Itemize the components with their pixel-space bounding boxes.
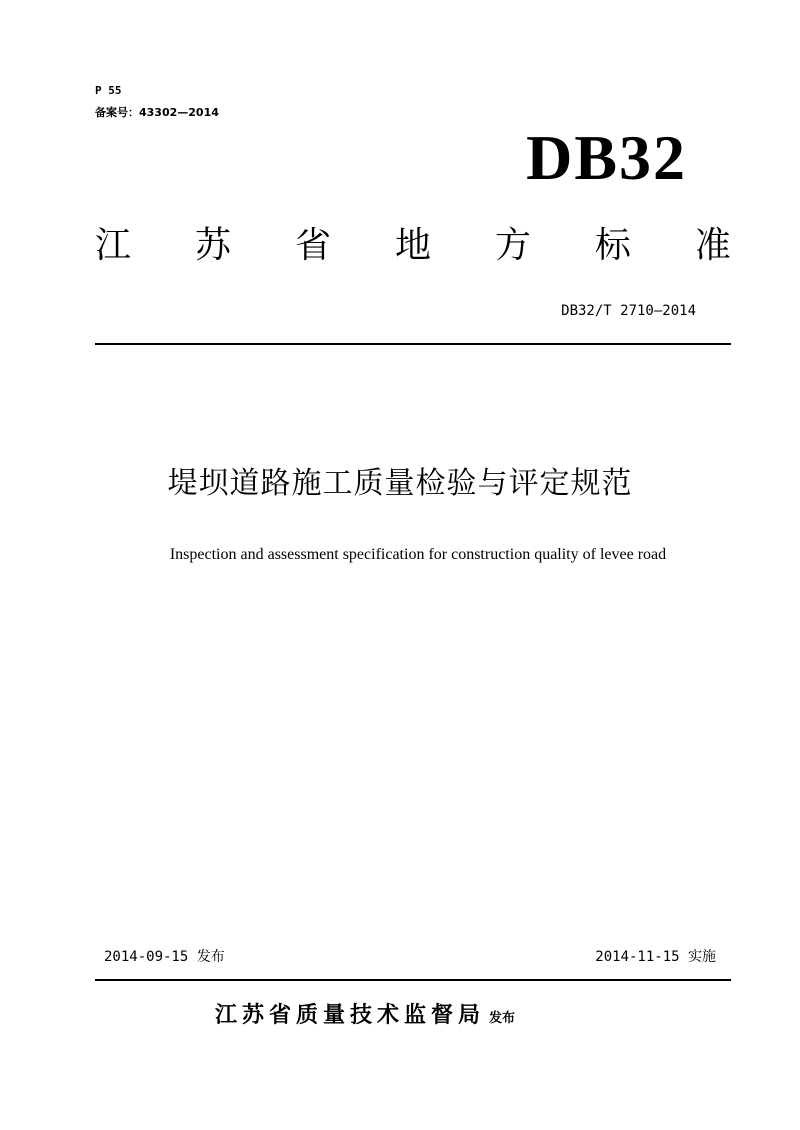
standard-type-char: 准	[694, 225, 731, 266]
top-divider	[95, 343, 731, 345]
standard-type-char: 标	[594, 225, 631, 266]
standard-type-heading	[95, 225, 731, 266]
issuing-authority: 江苏省质量技术监督局	[215, 1003, 486, 1028]
standard-mark: DB32	[526, 122, 687, 193]
record-number: 备案号：43302—2014	[95, 106, 219, 119]
standard-number: DB32/T 2710—2014	[561, 303, 696, 319]
standard-type-char: 方	[494, 225, 531, 266]
standard-type-char: 地	[394, 225, 431, 266]
standard-type-char: 江	[95, 225, 132, 266]
bottom-divider	[95, 979, 731, 981]
standard-type-char: 省	[294, 225, 331, 266]
issuer-line	[215, 998, 515, 1029]
standard-type-char: 苏	[194, 225, 231, 266]
issuer-suffix: 发布	[489, 1011, 516, 1026]
implementation-date: 2014-11-15 实施	[595, 949, 716, 965]
classification-code: P 55	[95, 84, 122, 97]
document-title-chinese: 堤坝道路施工质量检验与评定规范	[167, 466, 633, 501]
issue-date: 2014-09-15 发布	[104, 949, 225, 965]
document-title-english: Inspection and assessment specification for construction quality of levee road	[169, 546, 667, 563]
